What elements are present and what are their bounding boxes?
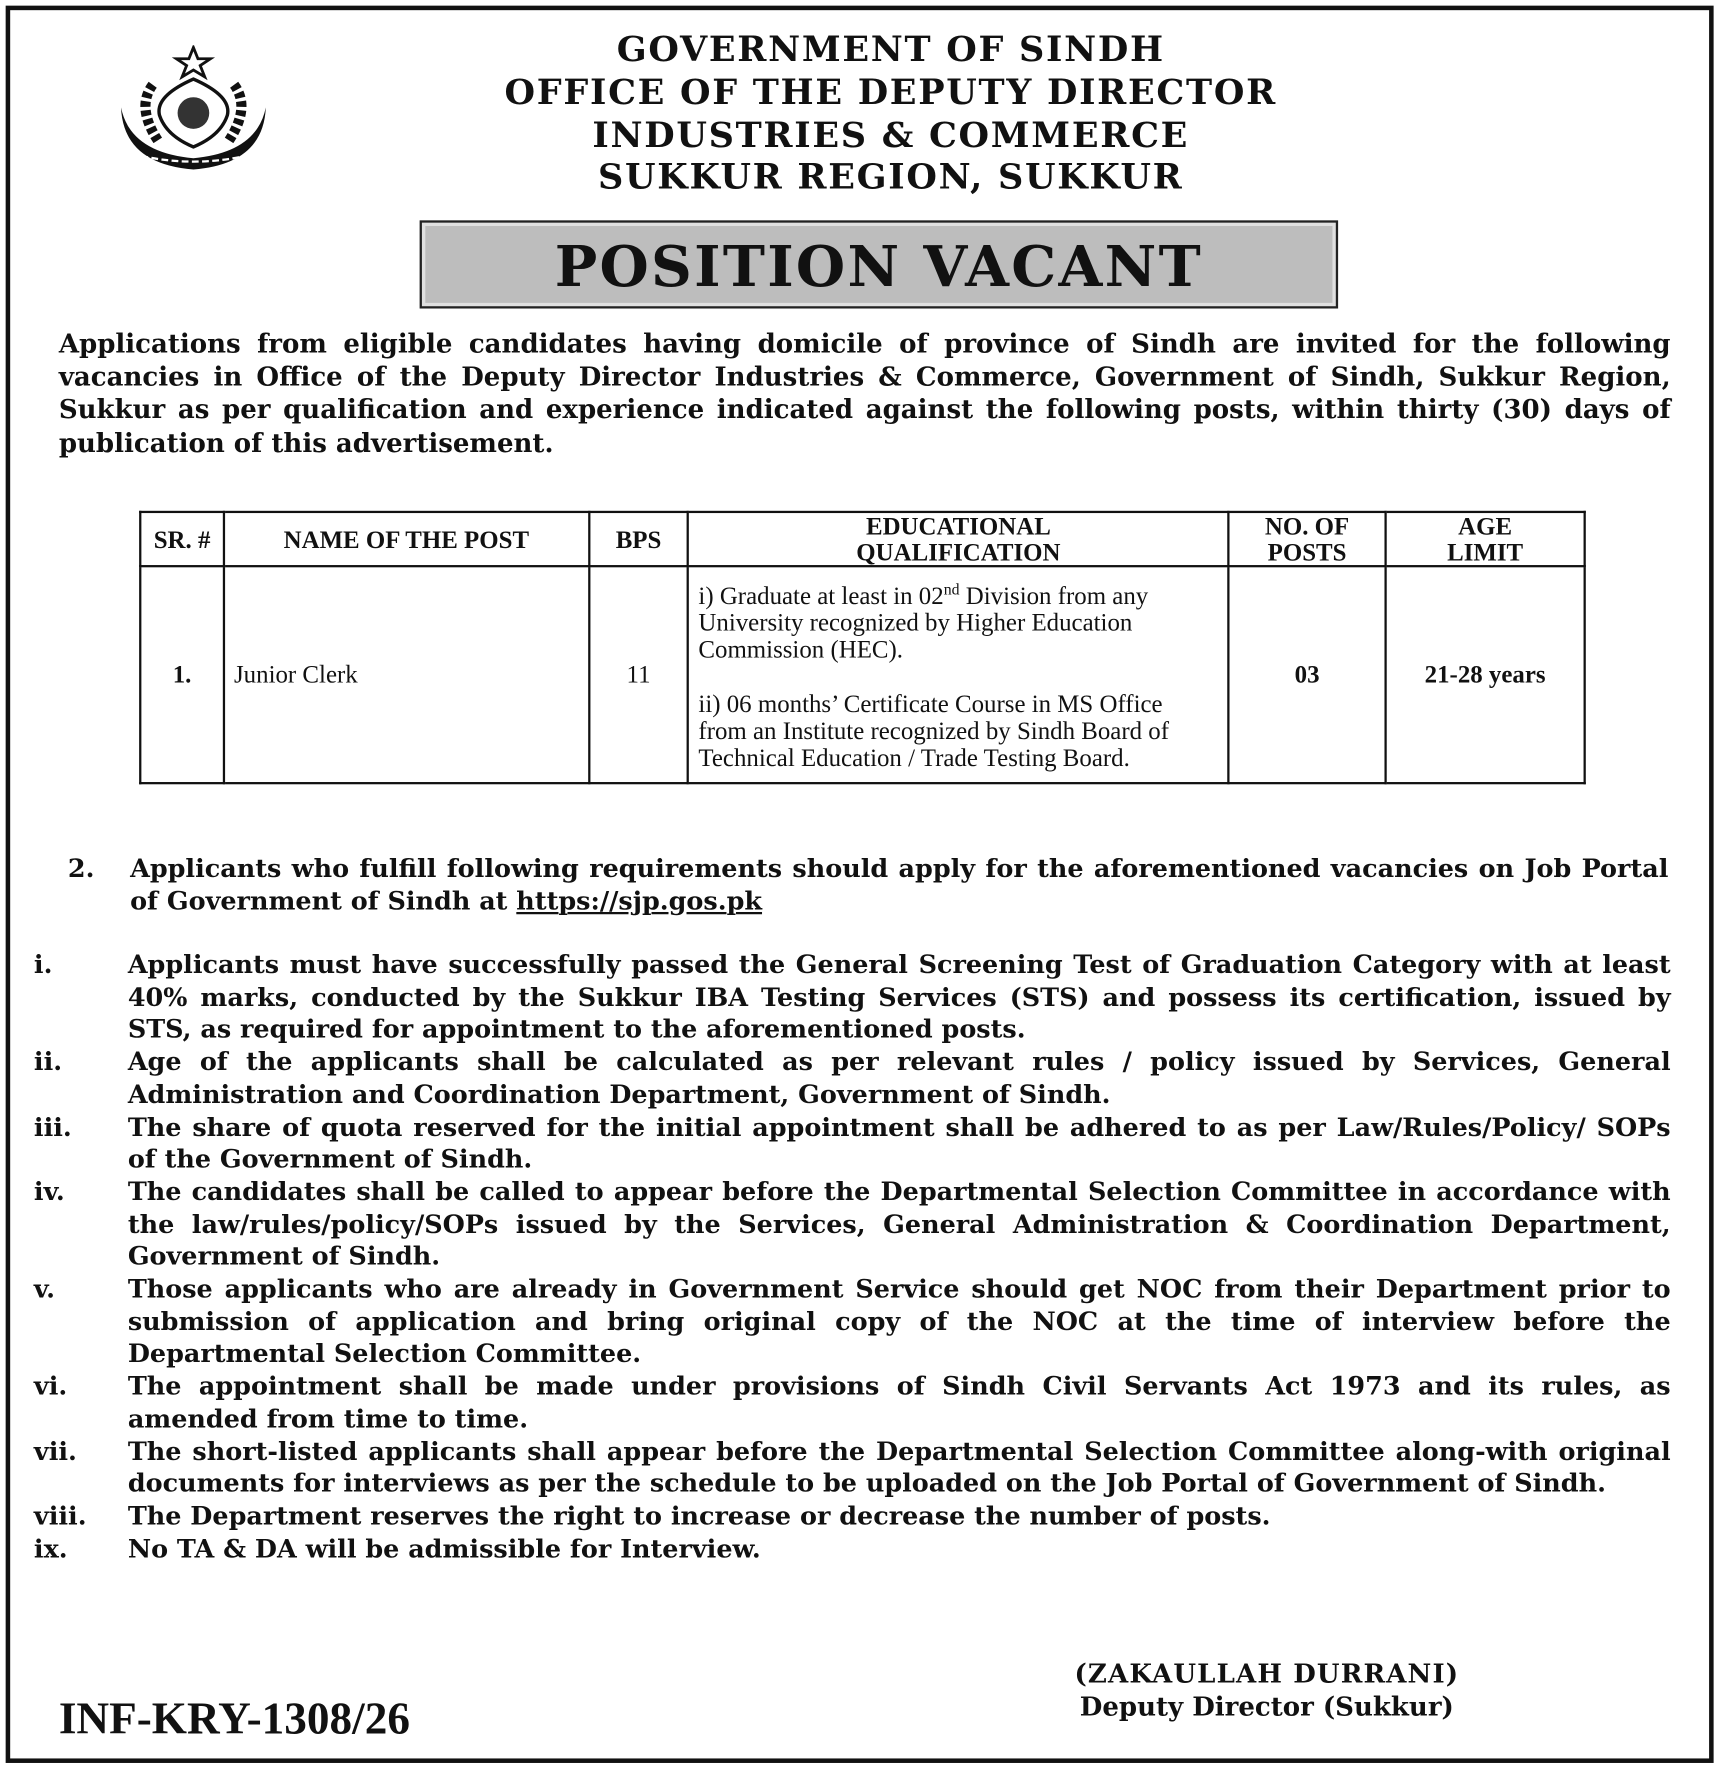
requirement-number: viii. [33, 1501, 87, 1532]
point-2 [68, 853, 1669, 917]
requirement-text: Age of the applicants shall be calculated as per relevant rules / policy issued by Services, General Administration and Coordination Department, Government of Sindh. [127, 1047, 1671, 1110]
requirement-number: ix. [33, 1534, 68, 1564]
requirement-number: vi. [33, 1372, 68, 1402]
qualification-2: ii) 06 months’ Certificate Course in MS Office from an Institute recognized by Sindh Board of Technical Education / Trade Testing Board. [698, 689, 1170, 773]
requirement-number: vii. [33, 1436, 77, 1467]
requirement-item [34, 1176, 1671, 1273]
cell-sr: 1. [140, 566, 224, 783]
qualification-1-rest: Division from any University recognized by Higher Education Commission (HEC). [698, 581, 1149, 664]
header-bps: BPS [589, 512, 688, 566]
requirement-text: The candidates shall be called to appear before the Departmental Selection Committee in accordance with the law/rules/policy/SOPs issued by the Services, General Administration & Coordination Department, Government of Sindh. [127, 1177, 1671, 1272]
job-portal-link[interactable]: https://sjp.gos.pk [516, 886, 763, 916]
requirement-item [34, 1274, 1671, 1371]
qualification-1-sup: nd [943, 581, 960, 599]
reference-number: INF-KRY-1308/26 [58, 1692, 410, 1744]
requirement-text: The Department reserves the right to increase or decrease the number of posts. [127, 1501, 1271, 1532]
header-qualification: EDUCATIONAL QUALIFICATION [688, 512, 1228, 566]
qualification-1 [698, 577, 1204, 663]
intro-paragraph: Applications from eligible candidates having domicile of province of Sindh are invited for the following vacancies in Office of the Deputy Director Industries & Commerce, Government of Sindh, Sukkur Region, Sukkur as per qualification and experience indicated against the following posts, within thirty (30) days of publication of this advertisement. [58, 328, 1671, 459]
requirement-text: The short-listed applicants shall appear before the Departmental Selection Committee along-with original documents for interviews as per the schedule to be uploaded on the Job Portal of Government of Sindh. [127, 1436, 1671, 1499]
header-no-of-posts: NO. OF POSTS [1229, 512, 1386, 566]
qualification-1-text: i) Graduate at least in 02 [698, 581, 944, 610]
requirement-item [34, 1501, 1671, 1533]
cell-post: Junior Clerk [224, 566, 589, 783]
requirement-number: iv. [33, 1177, 65, 1207]
requirements-list [34, 949, 1671, 1565]
requirement-item [34, 1047, 1671, 1112]
header-sr: SR. # [140, 512, 224, 566]
signatory-designation: Deputy Director (Sukkur) [1079, 1691, 1454, 1723]
cell-qualification [688, 566, 1228, 783]
requirement-text: The appointment shall be made under provisions of Sindh Civil Servants Act 1973 and its rules, as amended from time to time. [127, 1372, 1671, 1434]
header-line-1: GOVERNMENT OF SINDH [616, 29, 1165, 71]
requirement-number: ii. [33, 1047, 63, 1078]
header-age-limit: AGE LIMIT [1386, 512, 1585, 566]
header-line-2: OFFICE OF THE DEPUTY DIRECTOR [504, 72, 1277, 114]
requirement-text: Those applicants who are already in Government Service should get NOC from their Department prior to submission of application and bring original copy of the NOC at the time of interview before the Departmental Selection Committee. [127, 1274, 1671, 1370]
requirement-item [34, 1371, 1671, 1436]
header-line-4: SUKKUR REGION, SUKKUR [597, 157, 1184, 198]
header-line-3: INDUSTRIES & COMMERCE [592, 115, 1190, 156]
requirement-number: iii. [33, 1112, 72, 1142]
header-post: NAME OF THE POST [224, 512, 589, 566]
requirement-item [34, 1533, 1671, 1565]
requirement-item [34, 949, 1671, 1046]
table-row [140, 566, 1584, 783]
requirement-item [34, 1436, 1671, 1501]
requirement-number: v. [33, 1274, 56, 1305]
requirement-text: The share of quota reserved for the initial appointment shall be adhered to as per Law/Rules/Policy/ SOPs of the Government of Sindh. [127, 1112, 1671, 1175]
point-2-text: Applicants who fulfill following requirements should apply for the aforementioned vacancies on Job Portal of Government of Sindh at [130, 854, 1669, 916]
cell-age-limit: 21-28 years [1386, 566, 1585, 783]
requirement-item [34, 1111, 1671, 1176]
signatory-name: (ZAKAULLAH DURRANI) [1074, 1658, 1460, 1690]
cell-bps: 11 [589, 566, 688, 783]
vacancy-table [139, 511, 1586, 784]
table-header-row [140, 512, 1584, 566]
requirement-number: i. [33, 950, 53, 980]
point-2-number: 2. [67, 854, 95, 884]
position-vacant-title: POSITION VACANT [420, 220, 1338, 308]
cell-no-of-posts: 03 [1229, 566, 1386, 783]
requirement-text: No TA & DA will be admissible for Interview. [127, 1534, 761, 1564]
requirement-text: Applicants must have successfully passed the General Screening Test of Graduation Category with at least 40% marks, conducted by the Sukkur IBA Testing Services (STS) and possess its certification, issued by STS, as required for appointment to the aforementioned posts. [127, 950, 1671, 1045]
